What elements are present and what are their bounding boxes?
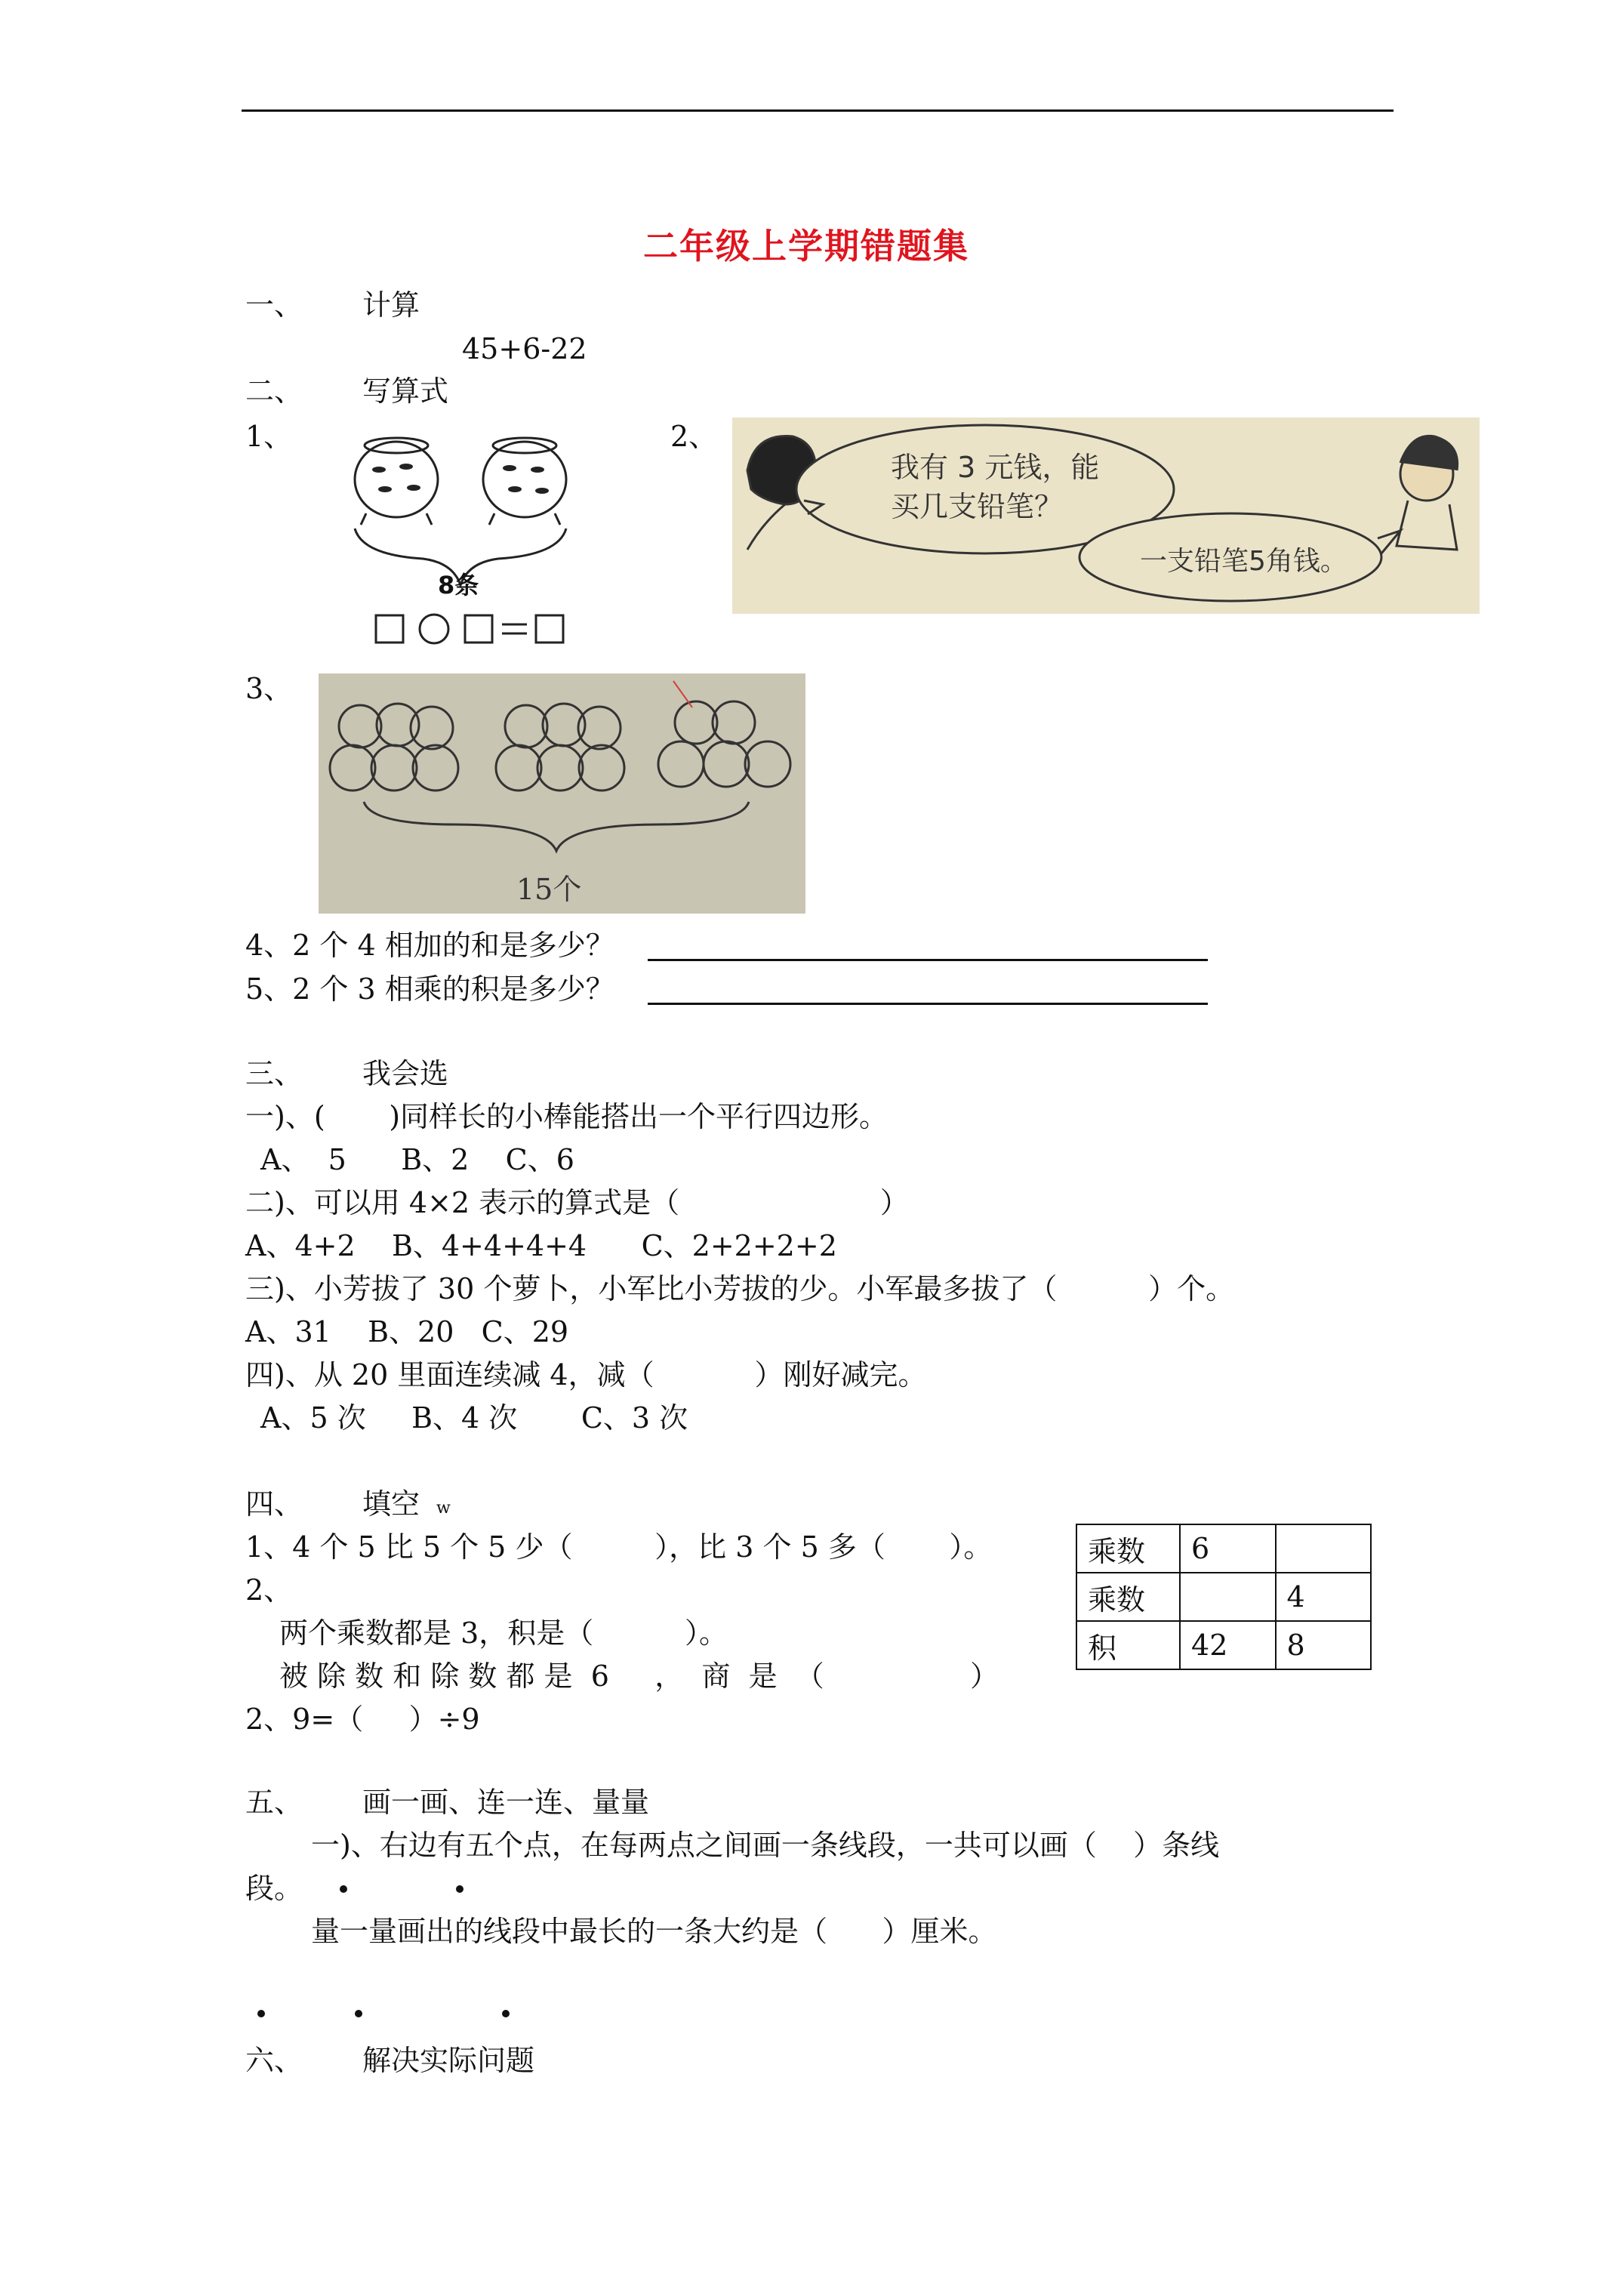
section-1-heading: 计算 [362, 288, 420, 322]
bubble-girl-text: 一支铅笔5角钱。 [1140, 546, 1347, 577]
table-row [1076, 1573, 1371, 1621]
section-4-number: 四、 [245, 1487, 303, 1521]
page-title: 二年级上学期错题集 [643, 226, 969, 267]
pencil-scene-drawing [732, 418, 1480, 614]
table-row [1076, 1524, 1371, 1573]
point-dot[interactable] [355, 2010, 362, 2017]
section-3-number: 三、 [245, 1057, 303, 1090]
multiplication-table [1076, 1524, 1372, 1670]
table-cell[interactable]: 6 [1180, 1524, 1275, 1573]
table-cell[interactable] [1180, 1573, 1275, 1621]
table-cell[interactable]: 4 [1276, 1573, 1372, 1621]
question-number: 2、 [670, 420, 718, 453]
draw-question-1-cont: 段。 [245, 1872, 303, 1905]
question-number: 3、 [245, 672, 293, 705]
answer-line-4[interactable] [648, 959, 1208, 961]
heading-mark: w [436, 1499, 451, 1518]
choice-options-4: A、5 次 B、4 次 C、3 次 [260, 1401, 688, 1435]
fishbowl-figure [332, 423, 589, 664]
section-6-heading: 解决实际问题 [362, 2044, 535, 2077]
table-cell: 乘数 [1076, 1573, 1180, 1621]
fill-question-2a: 两个乘数都是 3，积是（ ）。 [279, 1616, 728, 1650]
section-5-number: 五、 [245, 1786, 303, 1819]
choice-question-1: 一)、( )同样长的小棒能搭出一个平行四边形。 [245, 1100, 888, 1133]
equation-boxes [332, 608, 589, 653]
fill-question-3: 2、9=（ ）÷9 [245, 1703, 480, 1736]
table-row [1076, 1621, 1371, 1669]
calc-expression: 45+6-22 [462, 332, 587, 365]
section-2-number: 二、 [245, 374, 303, 408]
point-dot[interactable] [502, 2010, 510, 2017]
bubble-boy-text: 我有 3 元钱，能 买几支铅笔？ [891, 451, 1100, 523]
choice-question-2: 二)、可以用 4×2 表示的算式是（ ） [245, 1186, 909, 1219]
choice-options-1: A、 5 B、2 C、6 [260, 1143, 574, 1176]
point-dot[interactable] [456, 1885, 463, 1893]
fill-question-2: 2、 [245, 1573, 293, 1607]
point-dot[interactable] [340, 1885, 347, 1893]
section-5-heading: 画一画、连一连、量量 [362, 1786, 650, 1819]
fishbowl-caption: 8条 [438, 571, 479, 599]
draw-question-2: 量一量画出的线段中最长的一条大约是（ ）厘米。 [311, 1915, 997, 1948]
apples-caption: 15个 [516, 873, 582, 906]
fill-question-2b: 被 除 数 和 除 数 都 是 6 ， 商 是 （ ） [279, 1660, 999, 1693]
question-number: 1、 [245, 420, 293, 453]
choice-question-4: 四)、从 20 里面连续减 4，减（ ）刚好减完。 [245, 1358, 927, 1391]
section-6-number: 六、 [245, 2044, 303, 2077]
apples-figure [319, 673, 805, 914]
table-cell[interactable]: 42 [1180, 1621, 1275, 1669]
choice-options-2: A、4+2 B、4+4+4+4 C、2+2+2+2 [245, 1229, 837, 1262]
table-cell[interactable]: 8 [1276, 1621, 1372, 1669]
header-rule [242, 109, 1394, 112]
table-cell: 乘数 [1076, 1524, 1180, 1573]
table-cell[interactable] [1276, 1524, 1372, 1573]
choice-question-3: 三)、小芳拔了 30 个萝卜，小军比小芳拔的少。小军最多拔了（ ）个。 [245, 1272, 1235, 1305]
draw-question-1: 一)、右边有五个点，在每两点之间画一条线段，一共可以画（ ）条线 [311, 1829, 1220, 1862]
section-2-heading: 写算式 [362, 374, 449, 408]
answer-line-5[interactable] [648, 1003, 1208, 1005]
section-1-number: 一、 [245, 288, 303, 322]
table-cell: 积 [1076, 1621, 1180, 1669]
section-3-heading: 我会选 [362, 1057, 449, 1090]
question-4: 4、2 个 4 相加的和是多少？ [245, 929, 614, 962]
section-4-heading: 填空 [362, 1487, 420, 1521]
choice-options-3: A、31 B、20 C、29 [245, 1315, 569, 1348]
pencil-price-figure [732, 418, 1480, 614]
question-5: 5、2 个 3 相乘的积是多少？ [245, 972, 614, 1006]
fill-question-1: 1、4 个 5 比 5 个 5 少（ ），比 3 个 5 多（ ）。 [245, 1530, 993, 1564]
point-dot[interactable] [257, 2010, 265, 2017]
